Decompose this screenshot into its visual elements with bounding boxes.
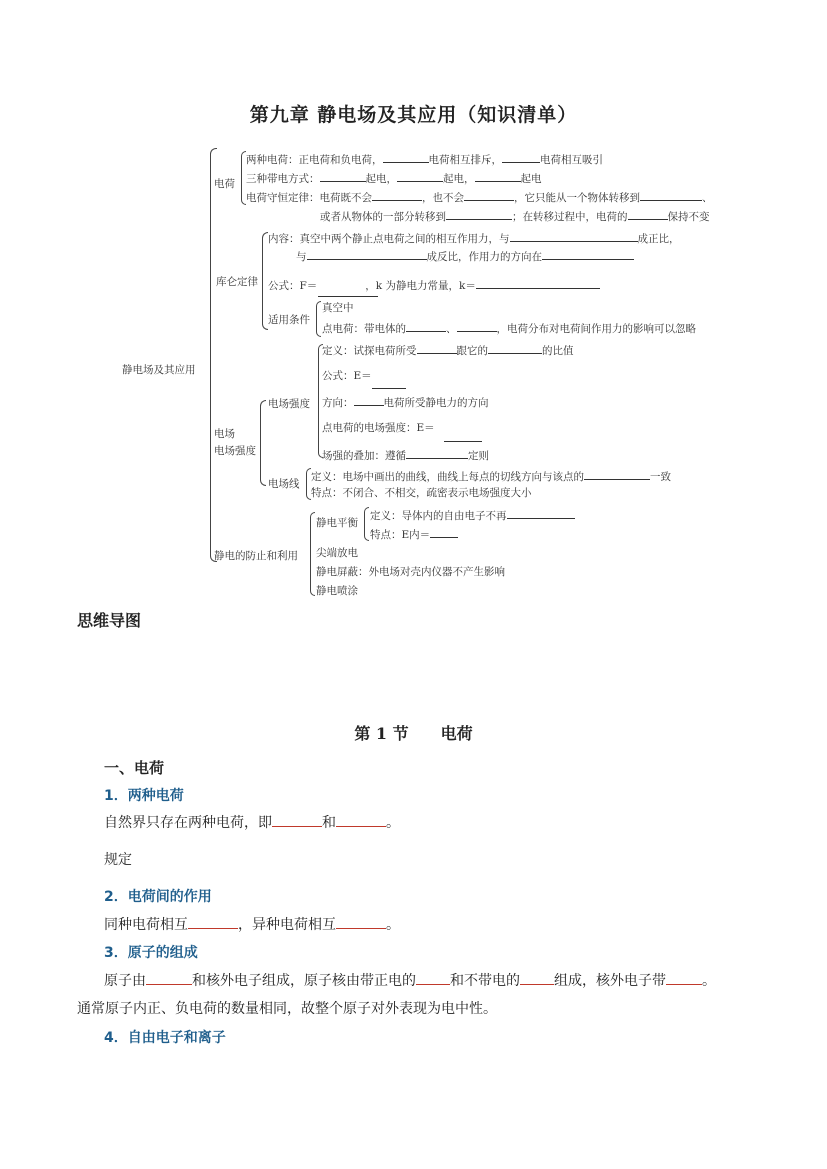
field-strength-label: 电场强度 [268,398,310,410]
blank [640,190,702,201]
page-title: 第九章 静电场及其应用（知识清单） [249,104,578,126]
blank [584,469,650,480]
blank [383,152,429,163]
blank [510,231,638,242]
heading-charge: 一、电荷 [104,759,165,777]
blank [628,209,668,220]
paragraph-interaction: 同种电荷相互 ，异种电荷相互 。 [104,917,400,933]
field-brace [260,400,266,486]
blank [542,249,634,260]
section-title [0,721,827,744]
balance-feature: 特点：E内＝ [370,527,458,542]
electrostatic-shielding: 静电屏蔽：外电场对壳内仪器不产生影响 [316,566,505,578]
protection-brace [310,512,315,596]
answer-blank [666,972,702,985]
mindmap-caption: 思维导图 [77,611,142,630]
coulomb-content-2: 与 成反比，作用力的方向在 [296,249,634,264]
blank [488,343,542,354]
blank [457,321,497,332]
paragraph-atom: 原子由 和核外电子组成，原子核由带正电的 和不带电的 组成，核外电子带 。 [104,973,716,989]
section-number: 第 1 节 [354,724,409,743]
field-definition: 定义：试探电荷所受 跟它的 的比值 [322,345,574,357]
charge-conservation: 电荷守恒定律：电荷既不会 ，也不会 ，它只能从一个物体转移到 、 [246,192,713,204]
field-lines-label: 电场线 [268,478,300,490]
charge-conservation-2: 或者从物体的一部分转移到 ；在转移过程中，电荷的 保持不变 [320,211,710,223]
answer-blank [272,814,322,827]
charge-three-ways: 三种带电方式： 起电， 起电， 起电 [246,173,542,185]
blank [475,171,521,182]
blank [307,249,427,260]
fraction-line [444,441,482,442]
field-lines-feature: 特点：不闭合、不相交，疏密表示电场强度大小 [311,487,532,499]
blank [406,448,468,459]
coulomb-content: 内容：真空中两个静止点电荷之间的相互作用力，与 成正比， [268,233,680,245]
blank [446,209,512,220]
balance-label: 静电平衡 [316,517,358,529]
blank [430,527,458,538]
subheading-atom: 3．原子的组成 [104,945,198,961]
coulomb-formula: 公式：F＝ ，k 为静电力常量，k＝ [268,278,600,293]
blank [502,152,540,163]
protection-label: 静电的防止和利用 [214,550,298,562]
blank [476,278,600,289]
paragraph-two-kinds: 自然界只存在两种电荷，即 和 。 [104,815,400,831]
answer-blank [336,916,386,929]
balance-brace [364,507,369,541]
answer-blank [336,814,386,827]
subheading-interaction: 2．电荷间的作用 [104,889,212,905]
mindmap-root: 静电场及其应用 [122,364,196,376]
subheading-free-electrons: 4．自由电子和离子 [104,1030,226,1046]
electrostatic-spraying: 静电喷涂 [316,585,358,597]
field-label-a: 电场 [214,428,235,440]
fraction-line [372,388,406,389]
blank [507,508,575,519]
field-superposition: 场强的叠加：遵循 定则 [322,450,489,462]
blank [464,190,514,201]
fraction-line [318,296,378,297]
field-label-b: 电场强度 [214,445,256,457]
paragraph-rule: 规定 [104,852,132,868]
answer-blank [416,972,450,985]
fraction-space [317,279,365,289]
field-formula: 公式：E＝ [322,370,372,382]
answer-blank [188,916,238,929]
condition-point-charge: 点电荷：带电体的 、 ，电荷分布对电荷间作用力的影响可以忽略 [322,323,696,335]
blank [406,321,446,332]
blank [397,171,443,182]
answer-blank [146,972,192,985]
field-point-charge: 点电荷的电场强度：E＝ [322,422,435,434]
charge-two-kinds: 两种电荷：正电荷和负电荷， 电荷相互排斥， 电荷相互吸引 [246,154,603,166]
field-direction: 方向： 电荷所受静电力的方向 [322,397,489,409]
root-brace [210,148,217,562]
field-lines-definition: 定义：电场中画出的曲线，曲线上每点的切线方向与该点的 一致 [311,471,671,483]
blank [372,190,422,201]
section-name: 电荷 [440,724,473,743]
charge-label: 电荷 [214,178,235,190]
condition-vacuum: 真空中 [322,302,354,314]
subheading-two-kinds: 1．两种电荷 [104,788,184,804]
blank [354,395,384,406]
answer-blank [520,972,554,985]
paragraph-neutral: 通常原子内正、负电荷的数量相同，故整个原子对外表现为电中性。 [77,1001,497,1017]
blank [417,343,457,354]
coulomb-condition-label: 适用条件 [268,314,310,326]
coulomb-label: 库仑定律 [216,276,258,288]
blank [320,171,366,182]
condition-brace [316,301,321,337]
balance-definition: 定义：导体内的自由电子不再 [370,508,575,523]
tip-discharge: 尖端放电 [316,547,358,559]
